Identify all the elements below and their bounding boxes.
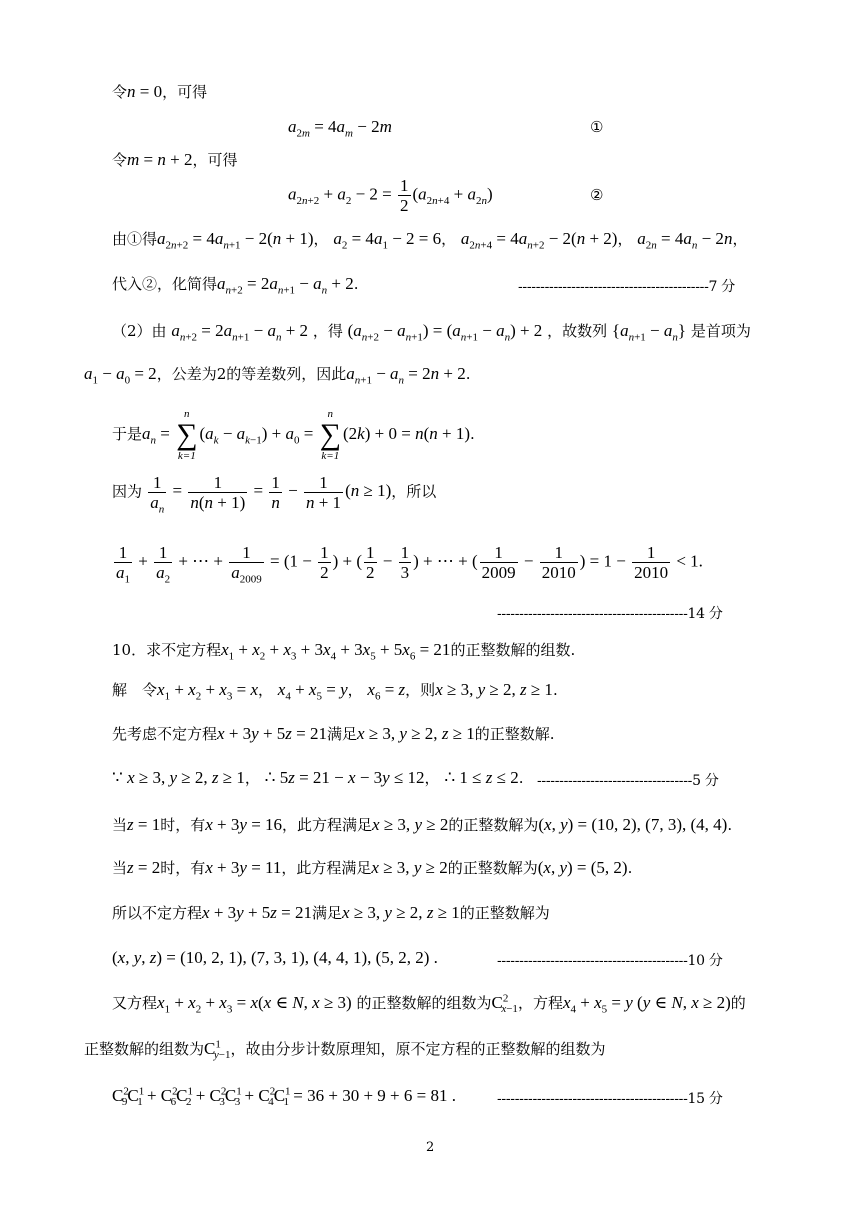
text: .	[353, 275, 359, 293]
score-marker: -------------------------------------------7 分	[518, 279, 735, 295]
text: 由①得	[112, 230, 158, 248]
text: 于是	[112, 424, 143, 443]
line-part2: （2）由 $a_{n+2} = 2a_{n+1} - a_n + 2$ ，得 $(a_{n+2} - a_{n+1}) = (a_{n+1} - a_n) + 2$ ，故数列 $\{a_{n+1} - a_n\}$ 是首项为	[112, 321, 751, 344]
text: .	[465, 365, 471, 383]
text: ，所以	[391, 482, 437, 501]
text: ，方程	[517, 994, 563, 1012]
text: ，	[257, 681, 273, 699]
line-let-m: 令m = n + 2，可得	[112, 150, 238, 169]
text: ，此方程满足	[282, 816, 373, 834]
line-solutions-xyz: (x, y, z) = (10, 2, 1), (7, 3, 1), (4, 4, 1), (5, 2, 2) .	[112, 948, 438, 967]
line-case-z2: 当z = 2时，有x + 3y = 11，此方程满足x ≥ 3, y ≥ 2的正整数解为(x, y) = (5, 2).	[112, 858, 633, 877]
line-from-1: 由①得$a_{2n+2} = 4a_{n+1} - 2(n + 1)$， $a_2 = 4a_1 - 2 = 6$， $a_{2n+4} = 4a_{n+2} - 2(n + 2)$， $a_{2n} = 4a_n - 2n$，	[112, 229, 748, 252]
text: ，故数列	[547, 322, 608, 340]
line-therefore: 所以不定方程x + 3y + 5z = 21满足x ≥ 3, y ≥ 2, z ≥ 1的正整数解为	[112, 903, 550, 922]
score-marker: -----------------------------------5 分	[537, 773, 719, 789]
text: 正整数解的组数为	[84, 1040, 205, 1058]
text: ，可得	[162, 83, 208, 101]
equation-label-2: ②	[590, 186, 604, 204]
text: 的正整数解的组数为	[356, 994, 492, 1012]
score-marker: -------------------------------------------15 分	[497, 1091, 723, 1107]
line-first-consider: 先考虑不定方程x + 3y + 5z = 21满足x ≥ 3, y ≥ 2, z ≥ 1的正整数解.	[112, 724, 555, 743]
text: .	[727, 816, 733, 834]
text: 当	[112, 816, 128, 834]
line-solution-let: 解 令$x_1 + x_2 + x_3 = x$， $x_4 + x_5 = y$， $x_6 = z$，则x ≥ 3, y ≥ 2, z ≥ 1.	[112, 680, 558, 703]
text: 满足	[327, 725, 358, 743]
line-part2-cont: $a_1 - a_0 = 2$，公差为2的等差数列，因此$a_{n+1} - a_n = 2n + 2$.	[84, 364, 471, 387]
text: .	[518, 769, 524, 787]
text: 又方程	[112, 994, 158, 1012]
line-final-sum: $C^2_9C^1_1 + C^2_6C^1_2 + C^2_3C^1_3 + C^2_4C^1_1 = 36 + 30 + 9 + 6 = 81$ .	[112, 1085, 456, 1109]
score-marker: -------------------------------------------14 分	[497, 606, 723, 622]
equation-1: $a_{2m} = 4a_m - 2m$	[288, 117, 392, 140]
text: 的正整数解为	[448, 816, 539, 834]
text: 的正整数解为	[447, 859, 538, 877]
text: 解 令	[112, 681, 158, 699]
text: ，可得	[192, 151, 238, 169]
page-number: 2	[426, 1140, 435, 1155]
line-sum: 于是$a_n$ = n ∑ k=1 $(a_k - a_{k-1}) + a_0$ = n ∑ k=1 (2k) + 0 = n(n + 1).	[112, 408, 475, 462]
text: 满足	[312, 904, 343, 922]
text: 令	[112, 151, 128, 169]
text: ，故由分步计数原理知，原不定方程的正整数解的组数为	[230, 1040, 606, 1058]
text: ，公差为2的等差数列，因此	[156, 365, 347, 383]
text: 的正整数解的组数.	[450, 641, 576, 659]
line-count-result: 正整数解的组数为$C^1_{y-1}$，故由分步计数原理知，原不定方程的正整数解的组数为	[84, 1038, 606, 1062]
text: .	[552, 681, 558, 699]
line-substitute: 代入②，化简得$a_{n+2} = 2a_{n+1} - a_n + 2$.	[112, 274, 359, 297]
line-telescoping: $\frac{1}{a_1}$ + $\frac{1}{a_2}$ + ⋯ + $\frac{1}{a_{2009}}$ = (1 − $\frac{1}{2}$ ) + ( $\frac{1}{2}$ − $\frac{1}{3}$ ) + ⋯ + ( $\frac{1}{2009}$ − $\frac{1}{2010}$ ) = 1 − $\frac{1}{2010}$ < 1.	[116, 543, 703, 586]
text: 因为	[112, 482, 143, 501]
text: （2）由	[112, 322, 167, 340]
text: ，	[424, 769, 440, 787]
equation-2: $a_{2n+2} + a_2 - 2$ = $\frac{1}{2}$ $(a_{2n+4} + a_{2n})$	[288, 176, 493, 215]
text: 的正整数解为	[459, 904, 550, 922]
text: .	[469, 424, 475, 443]
text: ，此方程满足	[281, 859, 372, 877]
text: ，	[313, 230, 329, 248]
text: ，得	[312, 322, 343, 340]
text: 的正整数解.	[474, 725, 555, 743]
text: 时，有	[160, 859, 206, 877]
text: 代入②，化简得	[112, 275, 218, 293]
text: ，则	[405, 681, 436, 699]
equation-label-1: ①	[590, 118, 604, 136]
text: ，	[732, 230, 748, 248]
line-case-z1: 当z = 1时，有x + 3y = 16，此方程满足x ≥ 3, y ≥ 2的正整数解为(x, y) = (10, 2), (7, 3), (4, 4).	[112, 815, 733, 834]
text: 10．求不定方程	[112, 641, 222, 659]
text: 令	[112, 83, 128, 101]
text: ，	[244, 769, 260, 787]
text: ，	[347, 681, 363, 699]
score-marker: -------------------------------------------10 分	[497, 953, 723, 969]
problem-10: 10．求不定方程$x_1 + x_2 + x_3 + 3x_4 + 3x_5 + 5x_6 = 21$的正整数解的组数.	[112, 640, 576, 663]
text: 是首项为	[690, 322, 751, 340]
text: ，	[617, 230, 633, 248]
line-let-n-zero: 令n = 0，可得	[112, 82, 208, 101]
line-also-equation: 又方程$x_1 + x_2 + x_3 = x(x$ ∈ N, x ≥ 3) 的正整数解的组数为$C^2_{x-1}$，方程$x_4 + x_5 = y$ (y ∈ N, x ≥ 2)的	[112, 992, 746, 1016]
text: 时，有	[160, 816, 206, 834]
text: ，	[441, 230, 457, 248]
text: 的	[730, 994, 746, 1012]
line-because: 因为 $\frac{1}{a_n}$ = $\frac{1}{n(n + 1)}$ = $\frac{1}{n}$ − $\frac{1}{n + 1}$ (n ≥ 1)，所以	[112, 473, 437, 516]
text: 所以不定方程	[112, 904, 203, 922]
text: 先考虑不定方程	[112, 725, 218, 743]
text: 当	[112, 859, 128, 877]
text: .	[627, 859, 633, 877]
line-bound-z: ∵ x ≥ 3, y ≥ 2, z ≥ 1， ∴ 5z = 21 − x − 3y ≤ 12， ∴ 1 ≤ z ≤ 2.	[112, 768, 524, 787]
